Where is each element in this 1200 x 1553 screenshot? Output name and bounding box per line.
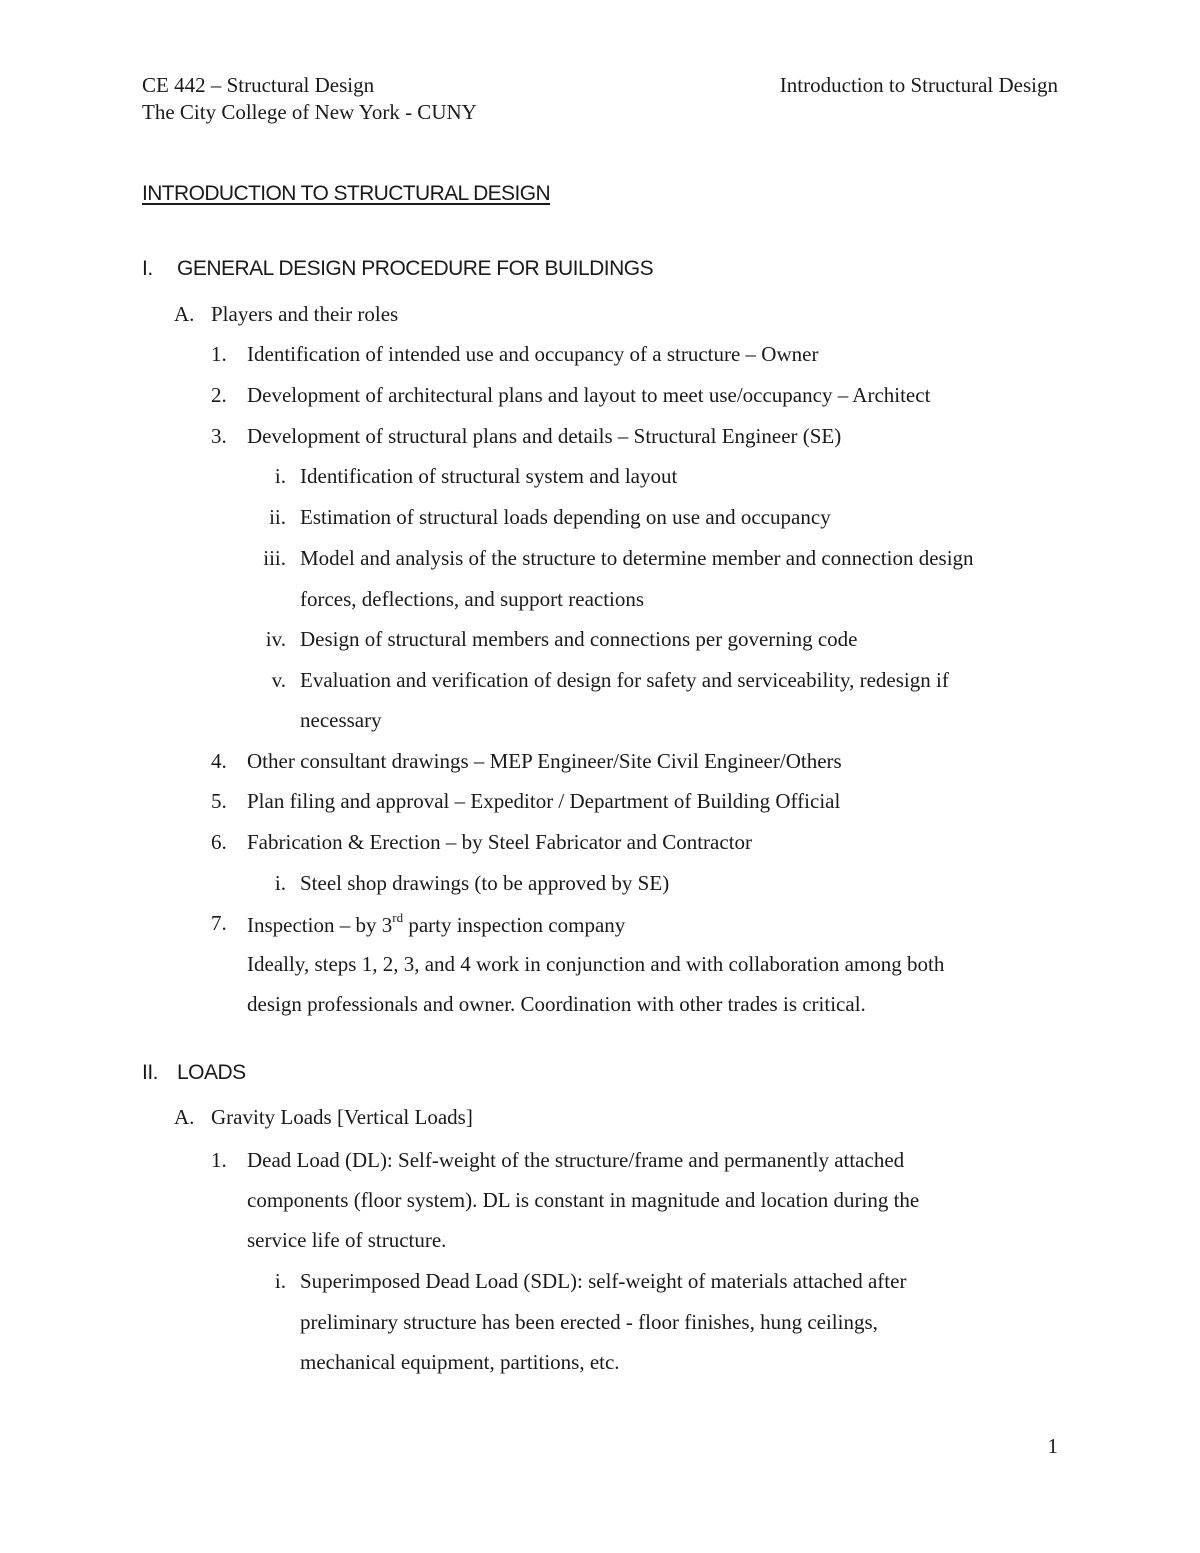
sub-item-text-continued: mechanical equipment, partitions, etc. bbox=[300, 1350, 620, 1374]
header-running-title: Introduction to Structural Design bbox=[779, 73, 1058, 97]
list-item-marker: 7. bbox=[211, 911, 227, 935]
sub-item-marker: v. bbox=[271, 668, 286, 692]
header-institution: The City College of New York - CUNY bbox=[142, 100, 477, 124]
page-number: 1 bbox=[1047, 1434, 1058, 1458]
list-item-text: Other consultant drawings – MEP Engineer/Site Civil Engineer/Others bbox=[247, 749, 842, 773]
sub-item-text: Estimation of structural loads depending on use and occupancy bbox=[300, 505, 831, 529]
section-1-number: I. bbox=[142, 257, 153, 280]
sub-item-text: Superimposed Dead Load (SDL): self-weight of materials attached after bbox=[300, 1269, 907, 1293]
sub-item-marker: i. bbox=[274, 464, 286, 488]
list-item-marker: 4. bbox=[211, 749, 227, 773]
list-item-text: Identification of intended use and occupancy of a structure – Owner bbox=[247, 342, 819, 366]
list-item-text-continued: components (floor system). DL is constant in magnitude and location during the bbox=[247, 1188, 920, 1212]
list-item-marker: 1. bbox=[211, 342, 227, 366]
sub-item-marker: i. bbox=[274, 1269, 286, 1293]
list-item-marker: 2. bbox=[211, 383, 227, 407]
item-7-post: party inspection company bbox=[403, 913, 626, 937]
sub-item-text: Design of structural members and connections per governing code bbox=[300, 627, 858, 651]
sub-item-text: Steel shop drawings (to be approved by SE) bbox=[300, 871, 670, 895]
document-title: INTRODUCTION TO STRUCTURAL DESIGN bbox=[142, 182, 551, 205]
sub-item-marker: iii. bbox=[263, 546, 286, 570]
note-line: design professionals and owner. Coordination with other trades is critical. bbox=[247, 992, 866, 1016]
list-item-marker: 6. bbox=[211, 830, 227, 854]
list-item-text: Development of architectural plans and layout to meet use/occupancy – Architect bbox=[247, 383, 931, 407]
sub-item-text-continued: necessary bbox=[300, 708, 382, 732]
item-7-pre: Inspection – by 3 bbox=[247, 913, 393, 937]
sub-item-text: Evaluation and verification of design for safety and serviceability, redesign if bbox=[300, 668, 949, 692]
list-item-text: Dead Load (DL): Self-weight of the structure/frame and permanently attached bbox=[247, 1148, 905, 1172]
note-line: Ideally, steps 1, 2, 3, and 4 work in conjunction and with collaboration among both bbox=[247, 952, 945, 976]
header-course: CE 442 – Structural Design bbox=[142, 73, 375, 97]
list-item-text: Fabrication & Erection – by Steel Fabricator and Contractor bbox=[247, 830, 753, 854]
section-2-sub-a-marker: A. bbox=[174, 1105, 195, 1129]
list-item-marker: 3. bbox=[211, 424, 227, 448]
list-item-text: Development of structural plans and details – Structural Engineer (SE) bbox=[247, 424, 842, 448]
list-item-text bbox=[247, 910, 626, 937]
section-1-title: GENERAL DESIGN PROCEDURE FOR BUILDINGS bbox=[177, 257, 654, 280]
sub-item-marker: ii. bbox=[269, 505, 286, 529]
section-1-sub-a-marker: A. bbox=[174, 302, 195, 326]
list-item-text-continued: service life of structure. bbox=[247, 1228, 447, 1252]
list-item-text: Plan filing and approval – Expeditor / Department of Building Official bbox=[247, 789, 841, 813]
sub-item-text-continued: forces, deflections, and support reactions bbox=[300, 587, 645, 611]
sub-item-marker: iv. bbox=[265, 627, 286, 651]
sub-item-marker: i. bbox=[274, 871, 286, 895]
section-2-number: II. bbox=[142, 1061, 159, 1084]
section-1-sub-a-text: Players and their roles bbox=[211, 302, 399, 326]
section-2-title: LOADS bbox=[177, 1061, 246, 1084]
list-item-marker: 5. bbox=[211, 789, 227, 813]
item-7-superscript: rd bbox=[392, 910, 404, 925]
list-item-marker: 1. bbox=[211, 1148, 227, 1172]
sub-item-text-continued: preliminary structure has been erected - floor finishes, hung ceilings, bbox=[300, 1310, 878, 1334]
section-2-sub-a-text: Gravity Loads [Vertical Loads] bbox=[211, 1105, 473, 1129]
sub-item-text: Model and analysis of the structure to determine member and connection design bbox=[300, 546, 974, 570]
sub-item-text: Identification of structural system and layout bbox=[300, 464, 678, 488]
